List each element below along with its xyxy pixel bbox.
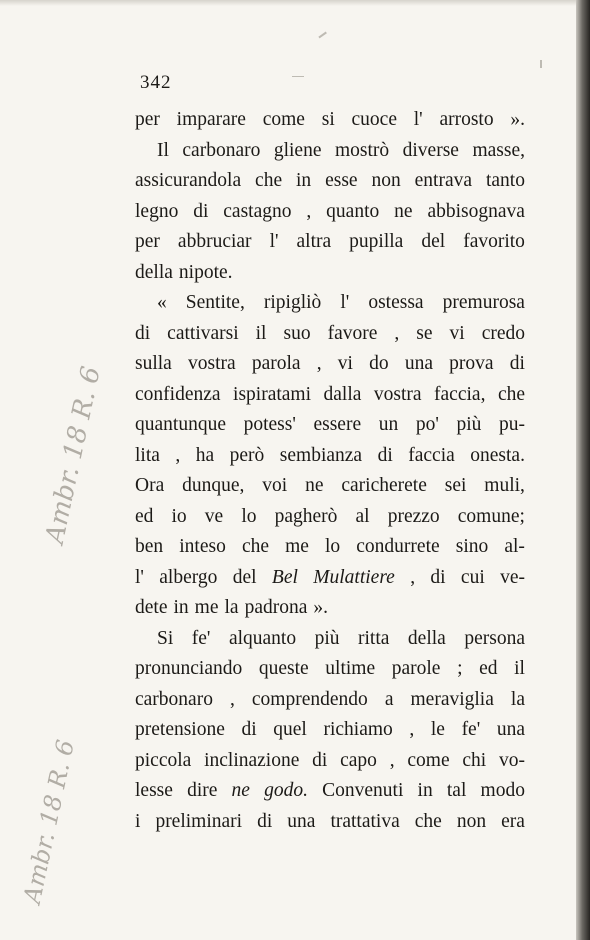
word: quel	[273, 719, 307, 740]
word: al	[355, 505, 370, 527]
word: gliene	[273, 139, 322, 161]
word: muli,	[484, 475, 525, 496]
word: faccia	[408, 444, 455, 466]
word: dete	[135, 597, 168, 618]
word: favorito	[463, 231, 525, 252]
body-text	[135, 105, 525, 837]
word: ed	[479, 658, 498, 679]
word: ,	[306, 200, 312, 222]
text-line	[135, 563, 525, 594]
word: potess'	[243, 414, 296, 435]
word: più	[314, 627, 340, 649]
word: di	[241, 719, 257, 740]
word: ha	[195, 444, 215, 466]
text-line	[135, 593, 525, 624]
word: credo	[481, 322, 525, 344]
word: lita	[135, 444, 160, 466]
word: ne	[394, 200, 413, 222]
word: parole	[391, 658, 441, 679]
word: il	[255, 322, 267, 344]
word: sei	[444, 475, 467, 496]
word: di	[377, 444, 393, 466]
word: ,	[394, 322, 400, 344]
word: della	[407, 627, 446, 649]
word: se	[416, 322, 433, 344]
word: pronunciando	[135, 658, 243, 679]
word: dunque,	[182, 475, 245, 496]
word: Ora	[135, 475, 165, 496]
text-line	[135, 746, 525, 777]
word: po'	[415, 414, 439, 435]
pencil-marginalia-1: Ambr. 18 R. 6	[40, 363, 107, 547]
word: un	[378, 414, 399, 435]
word: me	[285, 536, 309, 557]
text-line	[135, 197, 525, 228]
word: queste	[258, 658, 309, 679]
word: faccia,	[434, 383, 486, 405]
word: condurrete	[356, 536, 440, 557]
word: preliminari	[155, 810, 243, 832]
word: fe'	[191, 627, 211, 649]
word: masse,	[472, 139, 525, 161]
word: essere	[313, 414, 362, 435]
word: favore	[327, 322, 378, 344]
word: ripigliò	[263, 292, 322, 313]
word: cuoce	[351, 109, 397, 130]
word: vostra	[373, 383, 422, 405]
word: vo-	[499, 749, 525, 771]
word: suo	[283, 322, 311, 344]
word: me	[194, 597, 219, 618]
text-line	[135, 654, 525, 685]
text-line	[135, 471, 525, 502]
word: comprendendo	[251, 688, 368, 710]
scan-top-shadow	[0, 0, 590, 6]
word: quantunque	[135, 414, 226, 435]
word: prova	[449, 353, 494, 374]
word: persona	[464, 627, 525, 649]
word: le	[430, 719, 445, 740]
word: fe'	[461, 719, 481, 740]
word: nipote.	[178, 261, 233, 283]
word: ve-	[500, 566, 525, 588]
word: per	[135, 109, 160, 130]
word: assicurandola	[135, 170, 242, 191]
word: chi	[462, 749, 487, 771]
word: vi	[449, 322, 465, 344]
word: la	[510, 688, 525, 710]
word: di	[135, 322, 151, 344]
word: parola	[251, 353, 301, 374]
text-line	[135, 288, 525, 319]
word: al-	[504, 536, 525, 557]
word: lo	[325, 536, 341, 557]
word: per	[135, 231, 160, 252]
text-line	[135, 258, 525, 289]
word: vi	[337, 353, 353, 374]
word: alquanto	[228, 627, 297, 649]
word: confidenza	[135, 383, 221, 405]
word: dire	[187, 780, 218, 801]
text-line	[135, 136, 525, 167]
word: in	[296, 170, 312, 191]
text-line	[135, 685, 525, 716]
word: comune;	[457, 505, 525, 527]
word: più	[456, 414, 482, 435]
word: di	[509, 353, 525, 374]
word: capo	[340, 749, 377, 771]
word: ,	[410, 566, 416, 588]
word: ».	[313, 597, 328, 618]
word: Si	[157, 627, 174, 649]
word: l'	[340, 292, 350, 313]
word: richiamo	[323, 719, 393, 740]
word: di	[430, 566, 446, 588]
word: imparare	[176, 109, 246, 130]
word: abbisognava	[427, 200, 525, 222]
word: abbruciar	[177, 231, 252, 252]
word: i	[135, 810, 141, 832]
word: pupilla	[349, 231, 404, 252]
word: una	[404, 353, 433, 374]
word: come	[407, 749, 450, 771]
word: ispiratami	[233, 383, 312, 405]
word: era	[501, 810, 525, 832]
word: ed	[135, 505, 154, 527]
word: ne	[231, 780, 250, 801]
text-line	[135, 227, 525, 258]
word: della	[135, 261, 173, 283]
word: lesse	[135, 780, 173, 801]
word: dalla	[323, 383, 362, 405]
text-line	[135, 624, 525, 655]
word: pu-	[498, 414, 525, 435]
word: di	[193, 200, 209, 222]
word: come	[262, 109, 305, 130]
word: di	[257, 810, 273, 832]
word: non	[371, 170, 401, 191]
word: piccola	[135, 749, 192, 771]
word: premurosa	[442, 292, 525, 313]
word: io	[171, 505, 187, 527]
word: che	[497, 383, 525, 405]
word: la	[224, 597, 239, 618]
word: meraviglia	[410, 688, 494, 710]
word: si	[321, 109, 335, 130]
word: ».	[510, 109, 525, 130]
text-line	[135, 319, 525, 350]
word: ve	[204, 505, 224, 527]
word: però	[229, 444, 265, 466]
word: Bel	[271, 566, 298, 588]
word: ,	[389, 749, 395, 771]
text-line	[135, 105, 525, 136]
pencil-mark-dash	[292, 76, 304, 77]
word: ,	[316, 353, 322, 374]
word: il	[514, 658, 525, 679]
word: arrosto	[439, 109, 494, 130]
word: lo	[241, 505, 257, 527]
word: inclinazione	[204, 749, 300, 771]
page-number: 342	[140, 72, 172, 93]
word: ostessa	[368, 292, 424, 313]
word: mostrò	[334, 139, 390, 161]
text-line	[135, 715, 525, 746]
word: del	[232, 566, 257, 588]
text-line	[135, 349, 525, 380]
text-line	[135, 380, 525, 411]
text-line	[135, 502, 525, 533]
pencil-mark-right	[540, 60, 542, 68]
text-line	[135, 532, 525, 563]
scan-right-border	[576, 0, 590, 940]
word: albergo	[159, 566, 218, 588]
word: Sentite,	[185, 292, 245, 313]
word: non	[456, 810, 487, 832]
word: godo.	[264, 780, 308, 801]
word: che	[414, 810, 442, 832]
word: diverse	[402, 139, 459, 161]
word: Mulattiere	[313, 566, 395, 588]
word: ,	[409, 719, 415, 740]
word: «	[157, 292, 167, 313]
word: che	[255, 170, 283, 191]
word: onesta.	[470, 444, 525, 466]
word: sino	[455, 536, 489, 557]
word: pretensione	[135, 719, 225, 740]
word: tal	[446, 780, 467, 801]
word: una	[496, 719, 525, 740]
text-line	[135, 776, 525, 807]
text-line	[135, 807, 525, 838]
word: esse	[325, 170, 358, 191]
word: in	[173, 597, 189, 618]
word: ultime	[325, 658, 376, 679]
word: ritta	[358, 627, 390, 649]
word: Convenuti	[322, 780, 404, 801]
word: voi	[262, 475, 288, 496]
word: entrava	[414, 170, 473, 191]
word: pagherò	[274, 505, 338, 527]
word: legno	[135, 200, 179, 222]
pencil-mark-top	[318, 32, 326, 38]
word: ,	[229, 688, 235, 710]
word: castagno	[223, 200, 292, 222]
word: di	[312, 749, 328, 771]
word: una	[287, 810, 316, 832]
word: ne	[305, 475, 324, 496]
word: in	[417, 780, 433, 801]
word: l'	[413, 109, 423, 130]
word: carbonaro	[182, 139, 261, 161]
word: del	[421, 231, 446, 252]
word: tanto	[485, 170, 525, 191]
word: carbonaro	[135, 688, 213, 710]
word: sembianza	[279, 444, 363, 466]
word: l'	[135, 566, 144, 588]
word: Il	[157, 139, 169, 161]
word: cui	[460, 566, 485, 588]
text-line	[135, 410, 525, 441]
word: che	[241, 536, 269, 557]
word: quanto	[326, 200, 380, 222]
word: prezzo	[387, 505, 440, 527]
word: caricherete	[341, 475, 427, 496]
word: do	[369, 353, 389, 374]
word: altra	[296, 231, 332, 252]
text-line	[135, 166, 525, 197]
word: padrona	[244, 597, 308, 618]
word: l'	[269, 231, 279, 252]
word: ;	[457, 658, 463, 679]
word: trattativa	[330, 810, 400, 832]
word: vostra	[188, 353, 236, 374]
word: inteso	[179, 536, 226, 557]
pencil-marginalia-2: Ambr. 18 R. 6	[18, 737, 80, 906]
word: ,	[175, 444, 181, 466]
word: modo	[480, 780, 525, 801]
word: sulla	[135, 353, 172, 374]
word: ben	[135, 536, 164, 557]
word: cattivarsi	[167, 322, 239, 344]
text-line	[135, 441, 525, 472]
word: a	[384, 688, 394, 710]
